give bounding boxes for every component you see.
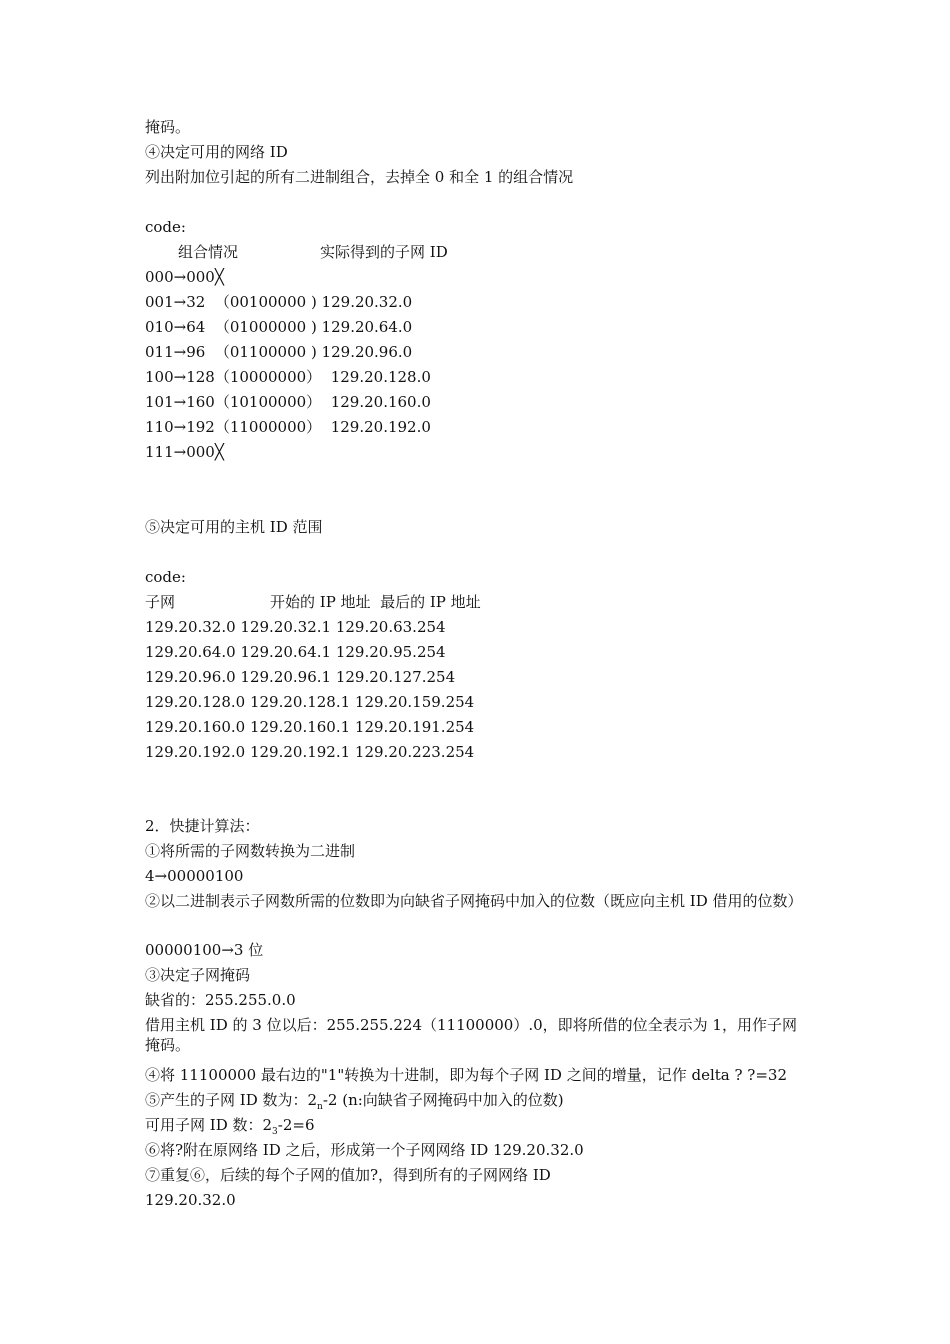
formula-text: -2 (n:向缺省子网掩码中加入的位数) <box>322 1091 564 1109</box>
table1-header-col1: 组合情况 <box>178 243 239 261</box>
step-heading: ①将所需的子网数转换为二进制 <box>145 842 356 860</box>
table2-row: 129.20.96.0 129.20.96.1 129.20.127.254 <box>145 668 456 686</box>
table1-row: 100→128（10000000） 129.20.128.0 <box>145 368 431 386</box>
table2-row: 129.20.128.0 129.20.128.1 129.20.159.254 <box>145 693 475 711</box>
step-heading: ③决定子网掩码 <box>145 966 251 984</box>
formula-text: -2=6 <box>277 1116 315 1134</box>
table1-row: 000→000╳ <box>145 268 224 286</box>
formula-line <box>145 1115 315 1142</box>
table1-row: 001→32 （00100000 ) 129.20.32.0 <box>145 293 413 311</box>
code-label: code: <box>145 218 186 236</box>
table2-row: 129.20.192.0 129.20.192.1 129.20.223.254 <box>145 743 475 761</box>
table1-header-col2: 实际得到的子网 ID <box>320 243 448 261</box>
table2-row: 129.20.32.0 129.20.32.1 129.20.63.254 <box>145 618 446 636</box>
formula-text: 可用子网 ID 数：2 <box>145 1116 273 1134</box>
text-paragraph: 借用主机 ID 的 3 位以后：255.255.224（11100000）.0，即将所借的位全表示为 1，用作子网掩码。 <box>145 1016 797 1054</box>
section-title: 2．快捷计算法： <box>145 817 260 835</box>
step-heading: ⑦重复⑥，后续的每个子网的值加?，得到所有的子网网络 ID <box>145 1166 551 1184</box>
formula-exponent: 3 <box>272 1127 278 1137</box>
text-paragraph: ②以二进制表示子网数所需的位数即为向缺省子网掩码中加入的位数（既应向主机 ID 借用的位数） <box>145 892 803 910</box>
text-line: 129.20.32.0 <box>145 1191 236 1209</box>
table1-row: 011→96 （01100000 ) 129.20.96.0 <box>145 343 413 361</box>
table1-row: 110→192（11000000） 129.20.192.0 <box>145 418 431 436</box>
formula-exponent: n <box>317 1102 323 1112</box>
text-line: 缺省的：255.255.0.0 <box>145 991 296 1009</box>
step-heading: ④决定可用的网络 ID <box>145 143 288 161</box>
table1-row: 010→64 （01000000 ) 129.20.64.0 <box>145 318 413 336</box>
text-line: 掩码。 <box>145 118 191 136</box>
text-line: 4→00000100 <box>145 867 244 885</box>
table2-row: 129.20.160.0 129.20.160.1 129.20.191.254 <box>145 718 475 736</box>
step-heading: ⑤决定可用的主机 ID 范围 <box>145 518 323 536</box>
table1-row: 101→160（10100000） 129.20.160.0 <box>145 393 431 411</box>
text-line: 列出附加位引起的所有二进制组合，去掉全 0 和全 1 的组合情况 <box>145 168 574 186</box>
code-label: code: <box>145 568 186 586</box>
table1-row: 111→000╳ <box>145 443 224 461</box>
text-line: 00000100→3 位 <box>145 941 264 959</box>
formula-line <box>145 1090 564 1117</box>
formula-text: ⑤产生的子网 ID 数为：2 <box>145 1091 318 1109</box>
table2-row: 129.20.64.0 129.20.64.1 129.20.95.254 <box>145 643 446 661</box>
table2-header-col2: 开始的 IP 地址 最后的 IP 地址 <box>270 593 481 611</box>
text-line: ④将 11100000 最右边的"1"转换为十进制，即为每个子网 ID 之间的增量，记作 delta ? ?=32 <box>145 1066 788 1084</box>
table2-header-col1: 子网 <box>145 593 176 611</box>
step-heading: ⑥将?附在原网络 ID 之后，形成第一个子网网络 ID 129.20.32.0 <box>145 1141 584 1159</box>
